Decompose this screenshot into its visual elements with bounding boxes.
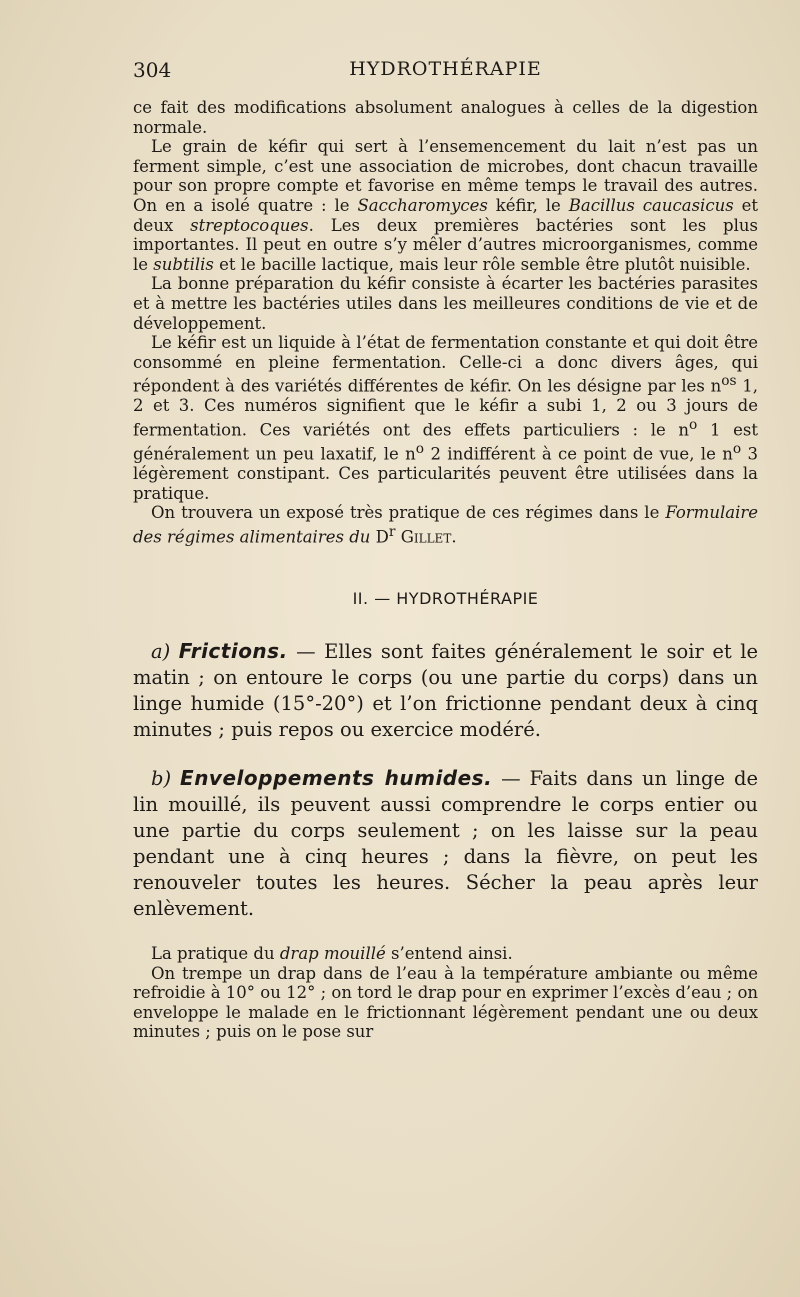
paragraph-drap-mouille: La pratique du drap mouillé s’entend ainsi.: [151, 944, 513, 964]
paragraph-continuation: ce fait des modifications absolument analogues à celles de la digestion normale.: [133, 98, 758, 137]
top-text: [133, 98, 758, 547]
page-number: 304: [133, 58, 172, 82]
section-frictions: a) Frictions. — Elles sont faites généralement le soir et le matin ; on entoure le corps (ou une partie du corps) dans un linge humide (15°-20°) et l’on frictionne pendant deux à cinq minutes ; puis repos ou exercice modéré.: [133, 639, 758, 742]
section-heading: II. — HYDROTHÉRAPIE: [352, 589, 539, 609]
author-name: Gillet: [400, 527, 452, 547]
sections: [133, 638, 758, 922]
running-title: HYDROTHÉRAPIE: [349, 58, 542, 80]
section-title: Frictions.: [178, 639, 288, 664]
paragraph-kefir-grain: Le grain de kéfir qui sert à l’ensemencement du lait n’est pas un ferment simple, c’est une association de microbes, dont chacun travaille pour son propre compte et favorise en même temps le travail des autres. On en a isolé quatre : le Saccharomyces kéfir, le Bacillus caucasicus et deux streptocoques. Les deux premières bactéries sont les plus importantes. Il peut en outre s’y mêler d’autres microorganismes, comme le subtilis et le bacille lactique, mais leur rôle semble être plutôt nuisible.: [133, 137, 758, 274]
page-header: [133, 58, 758, 86]
term-saccharomyces: Saccharomyces: [357, 195, 488, 215]
page-body: [133, 98, 758, 1042]
bottom-text: [133, 944, 758, 1042]
paragraph-preparation: La bonne préparation du kéfir consiste à écarter les bactéries parasites et à mettre les bactéries utiles dans les meilleures conditions de vie et de développement.: [133, 274, 758, 333]
book-title: Formulaire des régimes alimentaires du: [133, 503, 758, 547]
term-subtilis: subtilis: [153, 254, 214, 274]
term-streptocoques: streptocoques: [190, 215, 309, 235]
term-drap-mouille: drap mouillé: [279, 944, 386, 964]
term-bacillus-caucasicus: Bacillus caucasicus: [568, 195, 734, 215]
paragraph-fermentation: Le kéfir est un liquide à l’état de fermentation constante et qui doit être consommé en pleine fermentation. Celle-ci a donc divers âges, qui répondent à des variétés différentes de kéfir. On les désigne par les $n^{os}$ 1, 2 et 3. Ces numéros signifient que le kéfir a subi 1, 2 ou 3 jours de fermentation. Ces variétés ont des effets particuliers : le $n^o$ 1 est généralement un peu laxatif, le $n^o$ 2 indifférent à ce point de vue, le $n^o$ 3 légèrement constipant. Ces particularités peuvent être utilisées dans la pratique.: [133, 333, 758, 503]
section-enveloppements: b) Enveloppements humides. — Faits dans un linge de lin mouillé, ils peuvent aussi comprendre le corps entier ou une partie du corps seulement ; on les laisse sur la peau pendant une à cinq heures ; dans la fièvre, on peut les renouveler toutes les heures. Sécher la peau après leur enlèvement.: [133, 766, 759, 921]
paragraph-formulaire: On trouvera un exposé très pratique de ces régimes dans le Formulaire des régimes alimentaires du $D^r$ Gillet.: [133, 503, 758, 547]
section-title: Enveloppements humides.: [180, 766, 493, 791]
paragraph-procedure: On trempe un drap dans de l’eau à la température ambiante ou même refroidie à 10° ou 12° ; on tord le drap pour en exprimer l’excès d’eau ; on enveloppe le malade en le frictionnant légèrement pendant une ou deux minutes ; puis on le pose sur: [133, 963, 759, 1042]
